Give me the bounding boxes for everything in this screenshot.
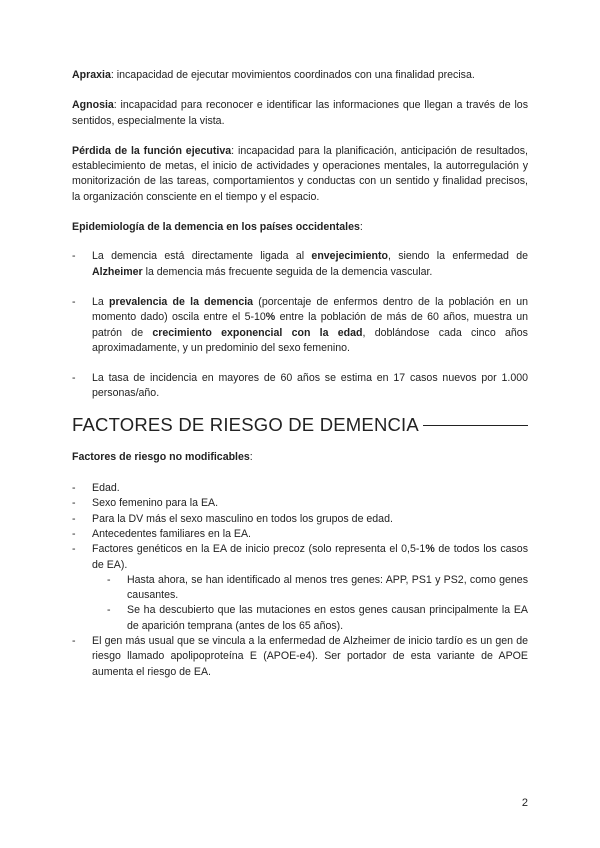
document-body xyxy=(72,68,528,680)
list-item: - Edad. xyxy=(72,481,528,496)
item-bold: envejecimiento xyxy=(311,250,388,263)
item-text: La xyxy=(92,295,110,308)
item-bold: prevalencia de la demencia xyxy=(109,295,254,308)
list-item xyxy=(72,295,528,356)
item-bold: % xyxy=(265,311,276,324)
epidemiologia-heading xyxy=(72,220,528,235)
list-item: - Para la DV más el sexo masculino en todos los grupos de edad. xyxy=(72,512,528,527)
list-item: - Antecedentes familiares en la EA. xyxy=(72,527,528,542)
funcion-ejecutiva-paragraph xyxy=(72,144,528,205)
agnosia-paragraph xyxy=(72,98,528,129)
item-text: entre la población de más de 60 años, muestra un patrón de xyxy=(92,311,528,339)
sub-list-item: - Se ha descubierto que las mutaciones en estos genes causan principalmente la EA de aparición temprana (antes de los 65 años). xyxy=(107,603,528,634)
item-text: La demencia está directamente ligada al xyxy=(92,250,312,263)
title-rule xyxy=(423,425,528,426)
funcion-ejecutiva-term: Pérdida de la función ejecutiva xyxy=(72,144,232,157)
item-bold: crecimiento exponencial con la edad xyxy=(152,326,363,339)
item-bold: Alzheimer xyxy=(92,265,143,278)
page-number: 2 xyxy=(521,797,528,809)
no-modificables-heading-colon: : xyxy=(249,450,253,463)
section-title-text: FACTORES DE RIESGO DE DEMENCIA xyxy=(72,413,419,435)
apraxia-definition: : incapacidad de ejecutar movimientos coordinados con una finalidad precisa. xyxy=(110,69,475,81)
item-text: (porcentaje de enfermos dentro de la población en un momento dado) oscila entre el 5-10 xyxy=(92,295,529,324)
no-modificables-heading-text: Factores de riesgo no modificables xyxy=(72,450,250,463)
item-text: , siendo la enfermedad de xyxy=(387,250,528,263)
list-item: - Sexo femenino para la EA. xyxy=(72,496,528,511)
list-item: - El gen más usual que se vincula a la enfermedad de Alzheimer de inicio tardío es un gen de riesgo llamado apolipoproteína E (APOE-e4). Ser portador de esta variante de APOE aumenta el riesgo de EA. xyxy=(72,634,528,680)
agnosia-term: Agnosia xyxy=(72,99,114,112)
item-text: la demencia más frecuente seguida de la demencia vascular. xyxy=(142,265,433,278)
funcion-ejecutiva-definition: : incapacidad para la planificación, anticipación de resultados, establecimiento de metas, el inicio de actividades y operaciones mentales, la autorregulación y monitorización de las tareas, comportamientos y conductas con un sentido y finalidad precisos, la organización consciente en el tiempo y el espacio. xyxy=(72,144,529,203)
sub-list-item: - Hasta ahora, se han identificado al menos tres genes: APP, PS1 y PS2, como genes causantes. xyxy=(107,573,528,604)
epidemiologia-heading-colon: : xyxy=(359,221,363,234)
list-item xyxy=(72,249,528,280)
item-text: , doblándose cada cinco años aproximadamente, y un predominio del sexo femenino. xyxy=(92,326,528,354)
item-text: Factores genéticos en la EA de inicio precoz (solo representa el 0,5-1 xyxy=(92,543,426,556)
section-title xyxy=(72,414,528,436)
item-text: La tasa de incidencia en mayores de 60 años se estima en 17 casos nuevos por 1.000 personas/año. xyxy=(92,372,528,400)
list-item xyxy=(72,371,528,402)
item-bold: % xyxy=(425,543,435,556)
item-text: de todos los casos de EA). xyxy=(92,543,528,571)
apraxia-term: Apraxia xyxy=(72,69,111,81)
list-item xyxy=(72,542,528,634)
agnosia-definition: : incapacidad para reconocer e identificar las informaciones que llegan a través de los sentidos, especialmente la vista. xyxy=(72,99,528,127)
genetic-sublist xyxy=(72,573,528,634)
apraxia-paragraph xyxy=(72,68,528,83)
risk-factors-list xyxy=(72,481,528,680)
epidemiologia-list xyxy=(72,249,528,401)
epidemiologia-heading-text: Epidemiología de la demencia en los países occidentales xyxy=(72,221,360,234)
no-modificables-heading xyxy=(72,450,528,465)
